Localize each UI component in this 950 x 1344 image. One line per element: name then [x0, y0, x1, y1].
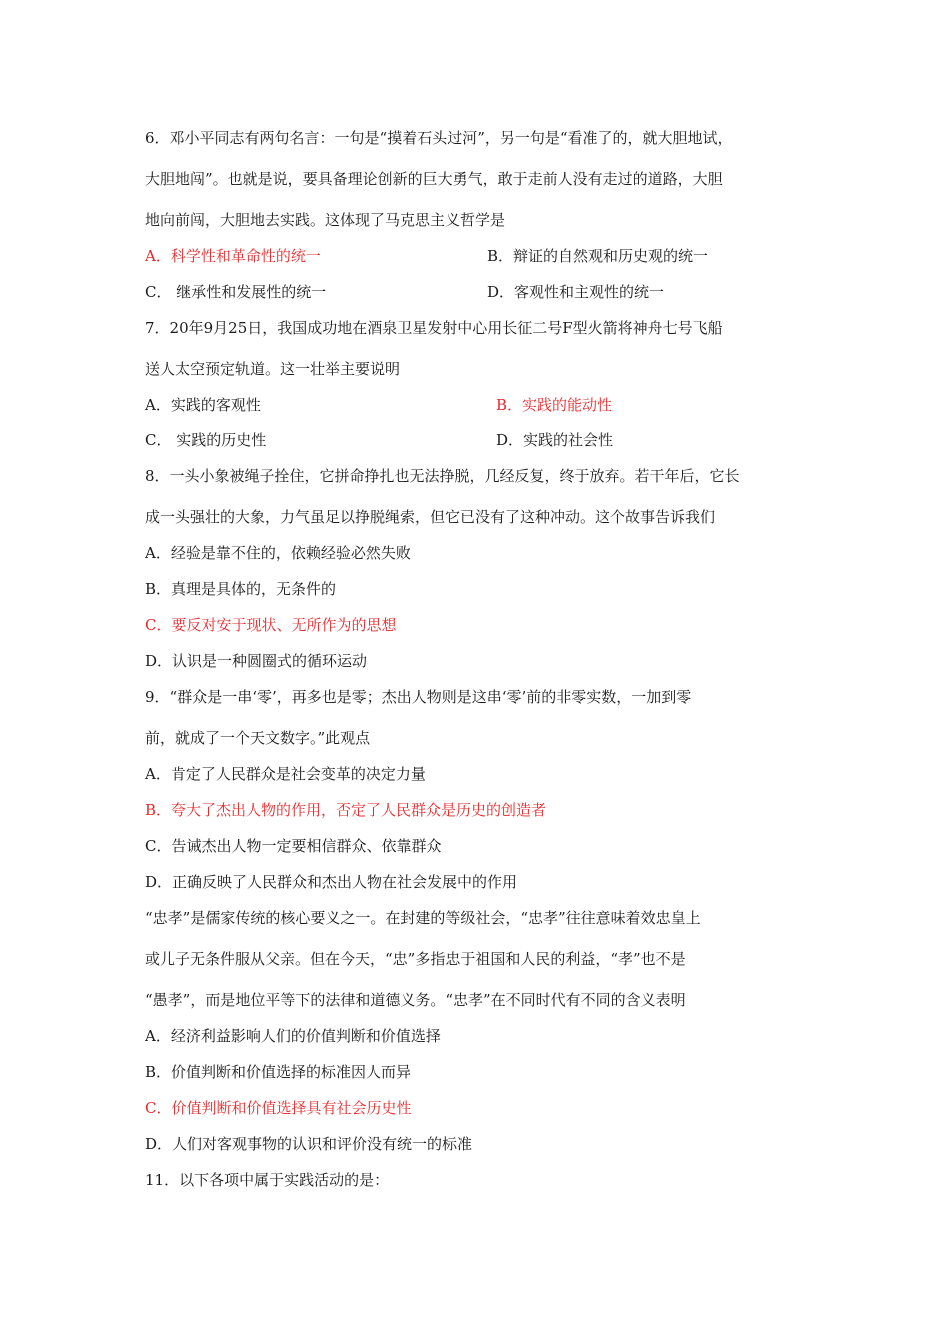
q9-stem-line-2: 前，就成了一个天文数字。”此观点 [145, 729, 371, 747]
q10-stem-line-2: 或儿子无条件服从父亲。但在今天，“忠”多指忠于祖国和人民的利益，“孝”也不是 [145, 950, 686, 968]
q11-stem-line-1: 11．以下各项中属于实践活动的是： [145, 1171, 390, 1189]
q6-option-b: B．辩证的自然观和历史观的统一 [487, 247, 709, 265]
q10-option-b: B．价值判断和价值选择的标准因人而异 [145, 1063, 412, 1081]
q8-option-c-answer: C．要反对安于现状、无所作为的思想 [145, 616, 397, 634]
q9-stem-line-1: 9．“群众是一串‘零’，再多也是零；杰出人物则是这串‘零’前的非零实数，一加到零 [145, 688, 692, 706]
q7-stem-line-2: 送人太空预定轨道。这一壮举主要说明 [145, 360, 401, 378]
q6-stem-line-1: 6．邓小平同志有两句名言：一句是“摸着石头过河”，另一句是“看准了的，就大胆地试， [145, 129, 733, 147]
q7-option-b-answer: B．实践的能动性 [496, 396, 613, 414]
q9-option-b-answer: B．夸大了杰出人物的作用，否定了人民群众是历史的创造者 [145, 801, 547, 819]
q8-option-d: D．认识是一种圆圈式的循环运动 [145, 652, 368, 670]
q7-option-c: C． 实践的历史性 [145, 431, 267, 449]
q10-stem-line-1: “忠孝”是儒家传统的核心要义之一。在封建的等级社会，“忠孝”往往意味着效忠皇上 [145, 909, 701, 927]
q10-option-a: A．经济利益影响人们的价值判断和价值选择 [145, 1027, 441, 1045]
q6-stem-line-3: 地向前闯，大胆地去实践。这体现了马克思主义哲学是 [145, 211, 506, 229]
q9-option-c: C．告诫杰出人物一定要相信群众、依靠群众 [145, 837, 442, 855]
q8-option-b: B．真理是具体的，无条件的 [145, 580, 337, 598]
q7-option-d: D．实践的社会性 [496, 431, 614, 449]
q9-option-d: D．正确反映了人民群众和杰出人物在社会发展中的作用 [145, 873, 518, 891]
q10-option-d: D．人们对客观事物的认识和评价没有统一的标准 [145, 1135, 473, 1153]
q6-option-a-answer: A．科学性和革命性的统一 [145, 247, 321, 265]
q10-stem-line-3: “愚孝”，而是地位平等下的法律和道德义务。“忠孝”在不同时代有不同的含义表明 [145, 991, 686, 1009]
q10-option-c-answer: C．价值判断和价值选择具有社会历史性 [145, 1099, 412, 1117]
q9-option-a: A．肯定了人民群众是社会变革的决定力量 [145, 765, 426, 783]
q8-stem-line-1: 8．一头小象被绳子拴住，它拼命挣扎也无法挣脱，几经反复，终于放弃。若干年后，它长 [145, 467, 740, 485]
q7-stem-line-1: 7．20年9月25日，我国成功地在酒泉卫星发射中心用长征二号F型火箭将神舟七号飞船 [145, 319, 723, 337]
q8-stem-line-2: 成一头强壮的大象，力气虽足以挣脱绳索，但它已没有了这种冲动。这个故事告诉我们 [145, 508, 716, 526]
q7-option-a: A．实践的客观性 [145, 396, 261, 414]
q6-option-d: D．客观性和主观性的统一 [487, 283, 665, 301]
q8-option-a: A．经验是靠不住的，依赖经验必然失败 [145, 544, 411, 562]
q6-option-c: C． 继承性和发展性的统一 [145, 283, 327, 301]
q6-stem-line-2: 大胆地闯”。也就是说，要具备理论创新的巨大勇气，敢于走前人没有走过的道路，大胆 [145, 170, 723, 188]
